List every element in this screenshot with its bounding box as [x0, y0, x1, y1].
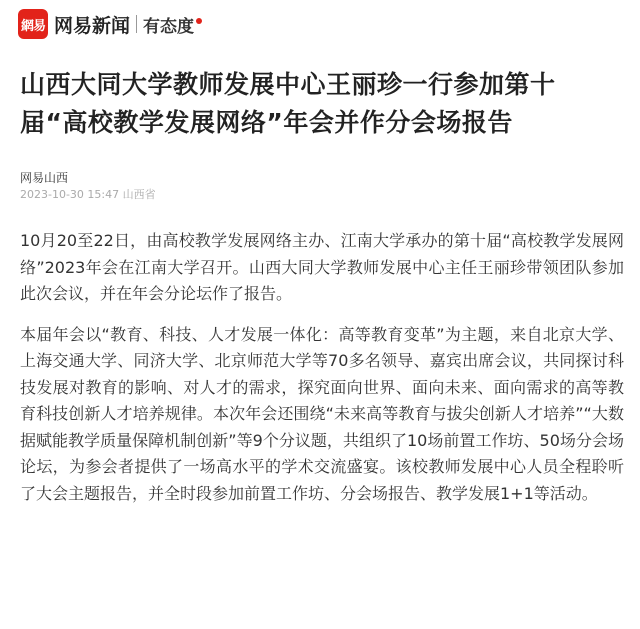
slogan [143, 12, 202, 37]
brand-name[interactable]: 网易新闻 [54, 14, 131, 37]
brand-divider [136, 15, 137, 33]
article-paragraph: 10月20至22日，由高校教学发展网络主办、江南大学承办的第十届“高校教学发展网络”2023年会在江南大学召开。山西大同大学教师发展中心主任王丽珍带领团队参加此次会议，并在年会分论坛作了报告。 [20, 231, 624, 303]
article-meta [20, 170, 156, 204]
slogan-text: 有态度 [143, 16, 195, 37]
location: 山西省 [122, 188, 156, 201]
article-time-location [20, 186, 156, 204]
published-time: 2023-10-30 15:47 [20, 188, 120, 201]
article-title: 山西大同大学教师发展中心王丽珍一行参加第十届“高校教学发展网络”年会并作分会场报告 [20, 70, 556, 137]
netease-logo-icon[interactable] [18, 9, 48, 39]
site-header [18, 8, 202, 40]
article-source[interactable]: 网易山西 [20, 171, 69, 185]
slogan-dot-icon [196, 18, 202, 24]
logo-text: 網易 [20, 18, 45, 34]
article-body [20, 228, 624, 521]
article-paragraph: 本届年会以“教育、科技、人才发展一体化：高等教育变革”为主题，来自北京大学、上海交通大学、同济大学、北京师范大学等70多名领导、嘉宾出席会议，共同探讨科技发展对教育的影响、对人才的需求，探究面向世界、面向未来、面向需求的高等教育科技创新人才培养规律。本次年会还围绕“未来高等教育与拔尖创新人才培养”“大数据赋能教学质量保障机制创新”等9个分议题，共组织了10场前置工作坊、50场分会场论坛，为参会者提供了一场高水平的学术交流盛宴。该校教师发展中心人员全程聆听了大会主题报告，并全时段参加前置工作坊、分会场报告、教学发展1+1等活动。 [20, 324, 624, 503]
